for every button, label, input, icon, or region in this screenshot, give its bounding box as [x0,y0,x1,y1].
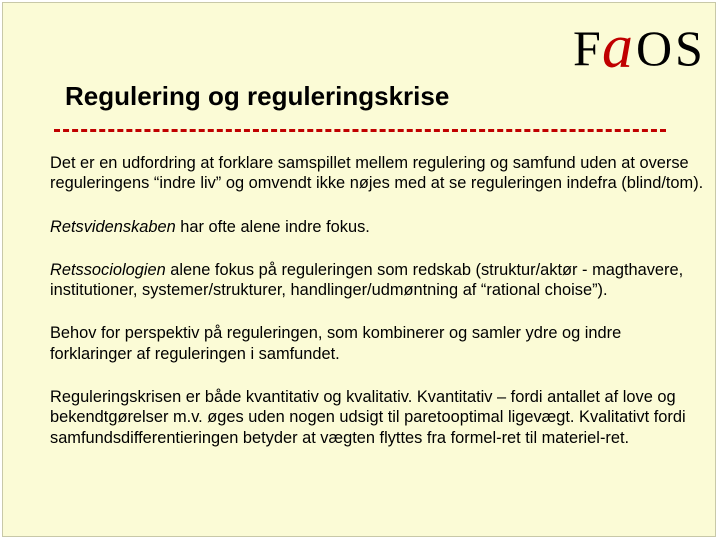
logo-letter-a: a [602,17,633,77]
paragraph-3-emphasis: Retssociologien [50,260,166,279]
slide [2,2,716,537]
paragraph-3 [50,260,706,301]
paragraph-5 [50,387,706,448]
paragraph-4-text: Behov for perspektiv på reguleringen, som kombinerer og samler ydre og indre forklaringer af reguleringen i samfundet. [50,324,622,363]
title-separator [54,129,666,132]
paragraph-5-text: Reguleringskrisen er både kvantitativ og kvalitativ. Kvantitativ – fordi antallet af love og bekendtgørelser m.v. øges uden nogen udsigt til paretooptimal ligevægt. Kvalitativt fordi samfundsdifferentieringen betyder at vægten flyttes fra formel-ret til materiel-ret. [50,388,686,447]
paragraph-1 [50,153,706,194]
slide-body [50,153,706,471]
logo-letter-s: S [675,20,703,76]
logo-letter-o: O [636,20,673,76]
logo-letter-f: F [573,20,601,76]
paragraph-2-text: har ofte alene indre fokus. [175,217,370,236]
paragraph-2-emphasis: Retsvidenskaben [50,217,176,236]
paragraph-4 [50,323,706,364]
slide-title: Regulering og reguleringskrise [65,81,450,111]
paragraph-2 [50,217,706,237]
faos-logo [573,17,711,77]
paragraph-1-text: Det er en udfordring at forklare samspillet mellem regulering og samfund uden at overse reguleringens “indre liv” og omvendt ikke nøjes med at se reguleringen indefra (blind/tom). [50,154,704,193]
paragraph-3-text: alene fokus på reguleringen som redskab (struktur/aktør - magthavere, institutioner, systemer/strukturer, handlinger/udmøntning af “rational choise”). [50,260,684,300]
